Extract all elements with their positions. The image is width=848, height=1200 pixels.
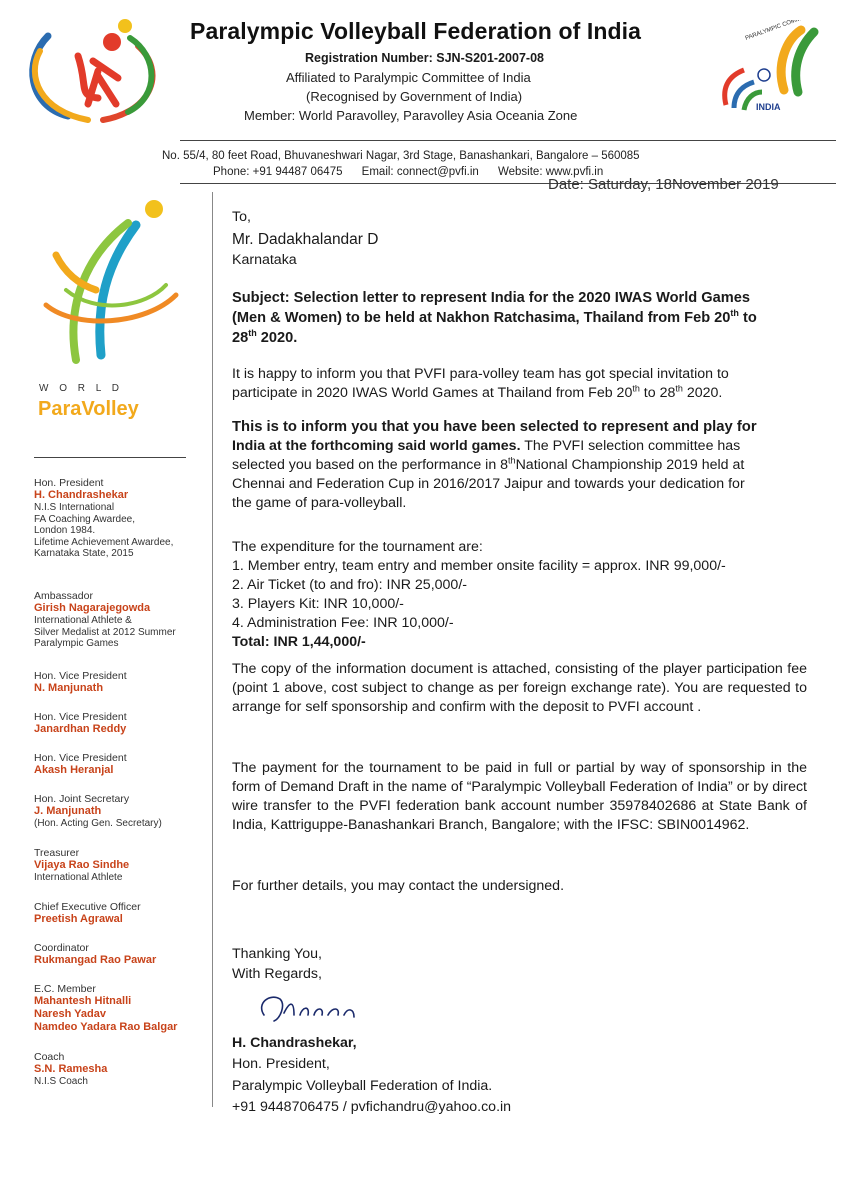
paragraph-line: the game of para-volleyball. xyxy=(232,495,407,511)
subject-line-3 xyxy=(232,328,757,348)
officials-list xyxy=(34,477,209,1092)
official-note: N.I.S International xyxy=(34,502,115,513)
official-coordinator xyxy=(34,942,209,983)
official-name: Girish Nagarajegowda xyxy=(34,602,151,614)
official-vp-2 xyxy=(34,711,209,752)
superscript: th xyxy=(675,383,683,394)
expenditure-total: Total: INR 1,44,000/- xyxy=(232,634,366,650)
payment-paragraph: The payment for the tournament to be paid in full or partial by way of sponsorship in the form of Demand Draft in the name of “Paralympic Volleyball Federation of India” or by direct wire transfer to the PVFI federation bank account number 35978402686 at State Bank of India, Kattriguppe-Banashankari Branch, Bangalore; with the IFSC: SBIN0014962. xyxy=(232,760,807,833)
official-name: N. Manjunath xyxy=(34,682,104,694)
regards-line: With Regards, xyxy=(232,966,322,982)
signer-name: H. Chandrashekar, xyxy=(232,1035,357,1051)
recipient-state: Karnataka xyxy=(232,252,297,268)
org-title: Paralympic Volleyball Federation of India xyxy=(190,18,642,44)
official-note: FA Coaching Awardee, xyxy=(34,513,135,525)
phone: Phone: +91 94487 06475 xyxy=(213,166,343,178)
email: Email: connect@pvfi.in xyxy=(361,166,479,178)
superscript: th xyxy=(632,383,640,394)
thanks-line: Thanking You, xyxy=(232,946,322,962)
official-name: S.N. Ramesha xyxy=(34,1063,108,1075)
expenditure-item: 3. Players Kit: INR 10,000/- xyxy=(232,596,404,612)
official-role: Chief Executive Officer xyxy=(34,901,141,913)
paravolley-brand: ParaVolley xyxy=(38,398,139,420)
info-paragraph: The copy of the information document is attached, consisting of the player participation fee (point 1 above, cost subject to change as per foreign exchange rate). You are requested to arrange for self sponsorship and confirm with the deposit to PVFI account . xyxy=(232,661,807,715)
paragraph-line xyxy=(232,384,729,403)
signer-contact: +91 9448706475 / pvfichandru@yahoo.co.in xyxy=(232,1099,512,1115)
address-text: No. 55/4, 80 feet Road, Bhuvaneshwari Nagar, 3rd Stage, Banashankari, Bangalore – 560085 xyxy=(162,150,640,162)
paragraph-line xyxy=(232,456,757,475)
superscript: th xyxy=(730,308,739,319)
affiliation: Affiliated to Paralympic Committee of India xyxy=(286,70,531,85)
superscript: th xyxy=(248,328,257,339)
official-role: Coordinator xyxy=(34,942,89,954)
pci-logo xyxy=(706,20,831,120)
subject-text: 28 xyxy=(232,330,249,346)
paragraph-text: The PVFI selection committee has xyxy=(520,438,741,454)
contact-line xyxy=(213,166,603,178)
official-role: E.C. Member xyxy=(34,983,96,995)
address xyxy=(162,150,640,162)
official-name: J. Manjunath xyxy=(34,805,102,817)
website: Website: www.pvfi.in xyxy=(497,166,604,178)
official-role: Hon. Vice President xyxy=(34,711,127,723)
official-role: Ambassador xyxy=(34,590,93,602)
official-role: Treasurer xyxy=(34,847,80,859)
paragraph-line-bold: This is to inform you that you have been selected to represent and play for xyxy=(232,419,757,435)
pci-label: INDIA xyxy=(756,102,781,112)
contact-paragraph: For further details, you may contact the undersigned. xyxy=(232,878,565,894)
registration-number: Registration Number: SJN-S201-2007-08 xyxy=(305,51,544,65)
official-note: London 1984. xyxy=(34,525,96,536)
superscript: th xyxy=(508,455,516,466)
expenditure-item: 4. Administration Fee: INR 10,000/- xyxy=(232,615,454,631)
official-name: Vijaya Rao Sindhe xyxy=(34,859,130,871)
subject-text: to xyxy=(738,310,757,326)
official-name: Rukmangad Rao Pawar xyxy=(34,954,157,966)
selection-paragraph xyxy=(232,418,757,513)
expenditure-list xyxy=(232,538,726,652)
official-name: Naresh Yadav xyxy=(34,1008,106,1020)
expenditure-intro: The expenditure for the tournament are: xyxy=(232,539,483,555)
official-note: Lifetime Achievement Awardee, xyxy=(34,536,174,548)
membership: Member: World Paravolley, Paravolley Asia Oceania Zone xyxy=(244,108,578,123)
official-ceo xyxy=(34,901,209,942)
paragraph-text-bold: India at the forthcoming said world games. xyxy=(232,438,521,454)
official-note: N.I.S Coach xyxy=(34,1076,88,1087)
paragraph-text: participate in 2020 IWAS World Games at Thailand from Feb 20 xyxy=(232,385,633,401)
official-vp-1 xyxy=(34,670,209,711)
world-paravolley-logo xyxy=(36,195,186,425)
official-name: Akash Heranjal xyxy=(34,764,114,776)
official-role: Hon. Vice President xyxy=(34,670,127,682)
recognition: (Recognised by Government of India) xyxy=(306,89,523,104)
sidebar-border xyxy=(212,192,213,1107)
official-name: Janardhan Reddy xyxy=(34,723,127,735)
official-role: Hon. Vice President xyxy=(34,752,127,764)
paragraph-line: Chennai and Federation Cup in 2016/2017 Jaipur and towards your dedication for xyxy=(232,476,745,492)
official-ec-members xyxy=(34,983,209,1051)
pci-arc-text: PARALYMPIC COMMITTEE xyxy=(744,20,818,42)
official-note: International Athlete xyxy=(34,872,123,883)
subject-line-2 xyxy=(232,308,757,328)
subject-text: (Men & Women) to be held at Nakhon Ratchasima, Thailand from Feb 20 xyxy=(232,310,731,326)
official-name: Namdeo Yadara Rao Balgar xyxy=(34,1021,178,1033)
official-name: Mahantesh Hitnalli xyxy=(34,995,132,1007)
official-role: Hon. President xyxy=(34,477,104,489)
signer-organization: Paralympic Volleyball Federation of India. xyxy=(232,1078,493,1094)
expenditure-item: 1. Member entry, team entry and member onsite facility = approx. INR 99,000/- xyxy=(232,558,726,574)
recipient-name: Mr. Dadakhalandar D xyxy=(232,231,379,248)
subject-text: 2020. xyxy=(256,330,298,346)
official-role: Coach xyxy=(34,1051,65,1063)
official-role: Hon. Joint Secretary xyxy=(34,793,130,805)
official-joint-secretary xyxy=(34,793,209,847)
expenditure-item: 2. Air Ticket (to and fro): INR 25,000/- xyxy=(232,577,467,593)
official-note: International Athlete & xyxy=(34,615,132,626)
pvfi-logo xyxy=(18,16,168,128)
official-name: Preetish Agrawal xyxy=(34,913,123,925)
official-treasurer xyxy=(34,847,209,901)
paragraph-text: National Championship 2019 held at xyxy=(515,457,745,473)
official-ambassador xyxy=(34,590,209,670)
official-coach xyxy=(34,1051,209,1092)
letter-date: Date: Saturday, 18November 2019 xyxy=(548,176,779,193)
official-president xyxy=(34,477,209,590)
header-divider xyxy=(180,140,836,141)
salutation-to: To, xyxy=(232,209,251,225)
signer-title: Hon. President, xyxy=(232,1056,330,1072)
paragraph-text: 2020. xyxy=(682,385,723,401)
official-note: Paralympic Games xyxy=(34,638,119,649)
paragraph-line: It is happy to inform you that PVFI para-volley team has got special invitation to xyxy=(232,366,729,382)
official-vp-3 xyxy=(34,752,209,793)
paragraph-text: to 28 xyxy=(639,385,676,401)
intro-paragraph xyxy=(232,365,729,403)
official-note: Silver Medalist at 2012 Summer xyxy=(34,626,176,638)
sidebar-divider xyxy=(34,457,186,458)
official-name: H. Chandrashekar xyxy=(34,489,129,501)
paragraph-line xyxy=(232,437,757,456)
subject xyxy=(232,288,757,348)
paragraph-text: selected you based on the performance in 8 xyxy=(232,457,509,473)
world-label: W O R L D xyxy=(39,383,123,394)
official-note: Karnataka State, 2015 xyxy=(34,548,134,559)
signature-image xyxy=(250,985,380,1035)
official-note: (Hon. Acting Gen. Secretary) xyxy=(34,818,162,829)
subject-line-1: Subject: Selection letter to represent India for the 2020 IWAS World Games xyxy=(232,290,750,306)
